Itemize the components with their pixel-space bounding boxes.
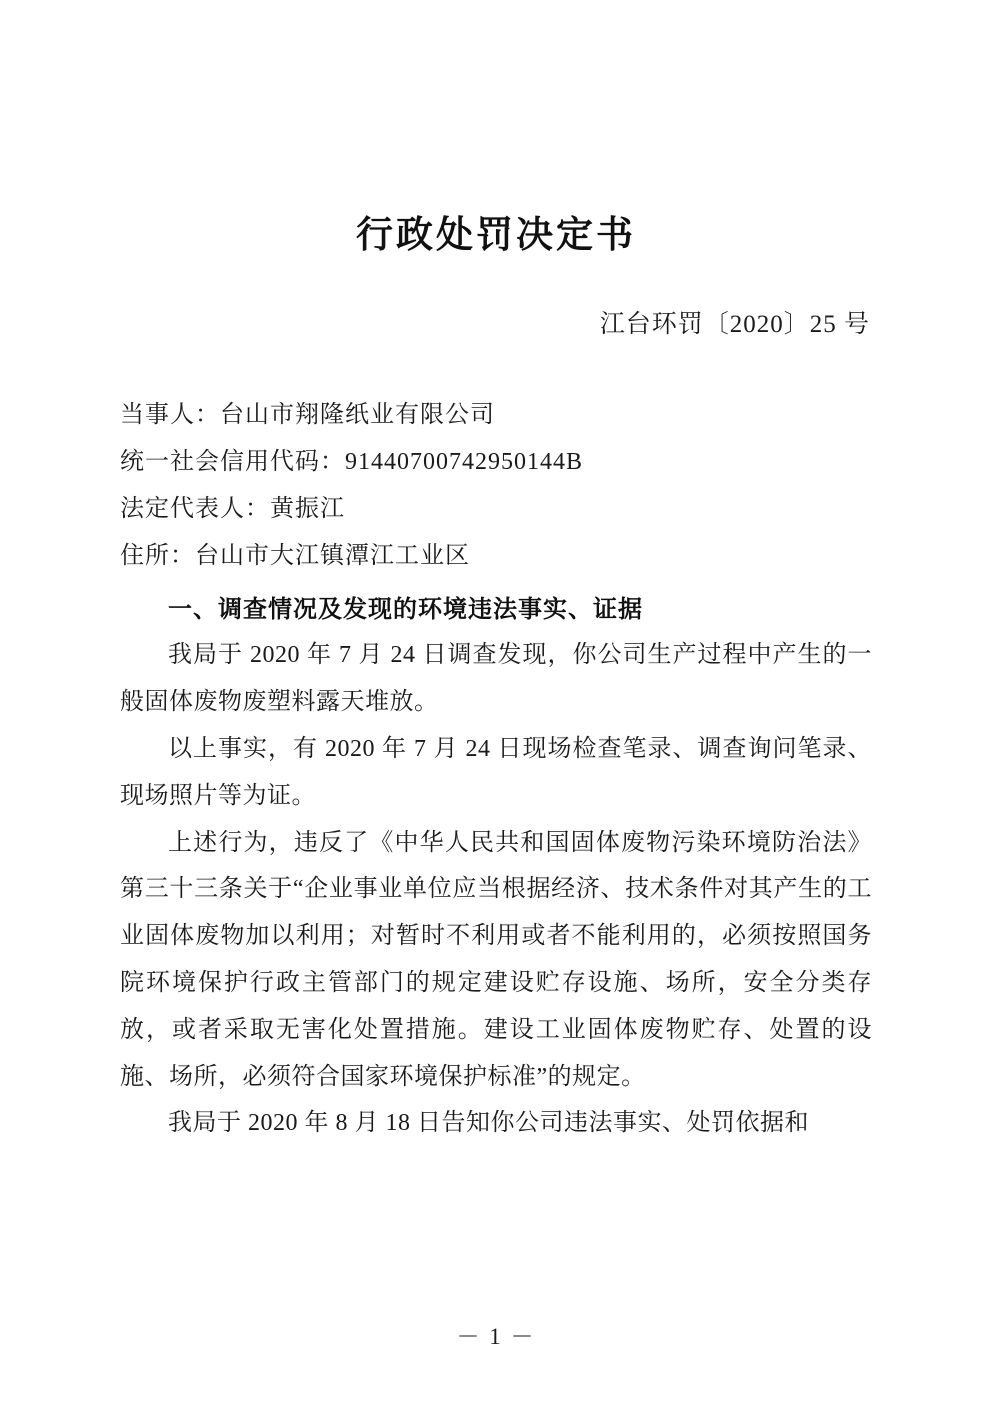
paragraph-legal-basis: 上述行为，违反了《中华人民共和国固体废物污染环境防治法》第三十三条关于“企业事业单位应当根据经济、技术条件对其产生的工业固体废物加以利用；对暂时不利用或者不能利用的，必须按照国务院环境保护行政主管部门的规定建设贮存设施、场所，安全分类存放，或者采取无害化处置措施。建设工业固体废物贮存、处置的设施、场所，必须符合国家环境保护标准”的规定。 (120, 829, 872, 1090)
party-line-name: 当事人：台山市翔隆纸业有限公司 (120, 402, 495, 429)
section-heading-investigation: 一、调查情况及发现的环境违法事实、证据 (168, 593, 643, 623)
document-number: 江台环罚〔2020〕25 号 (599, 311, 870, 339)
party-info-block (120, 340, 872, 579)
page-title: 行政处罚决定书 (356, 212, 636, 256)
page-number-footer: － 1 － (456, 1324, 536, 1349)
paragraph-investigation-finding: 我局于 2020 年 7 月 24 日调查发现，你公司生产过程中产生的一般固体废物废塑料露天堆放。 (120, 642, 872, 716)
party-line-legal-representative: 法定代表人：黄振江 (120, 495, 345, 522)
party-line-address: 住所：台山市大江镇潭江工业区 (120, 542, 470, 569)
paragraph-evidence: 以上事实，有 2020 年 7 月 24 日现场检查笔录、调查询问笔录、现场照片等为证。 (120, 735, 872, 809)
party-line-credit-code: 统一社会信用代码：91440700742950144B (120, 449, 584, 476)
paragraph-notification: 我局于 2020 年 8 月 18 日告知你公司违法事实、处罚依据和 (168, 1110, 809, 1137)
